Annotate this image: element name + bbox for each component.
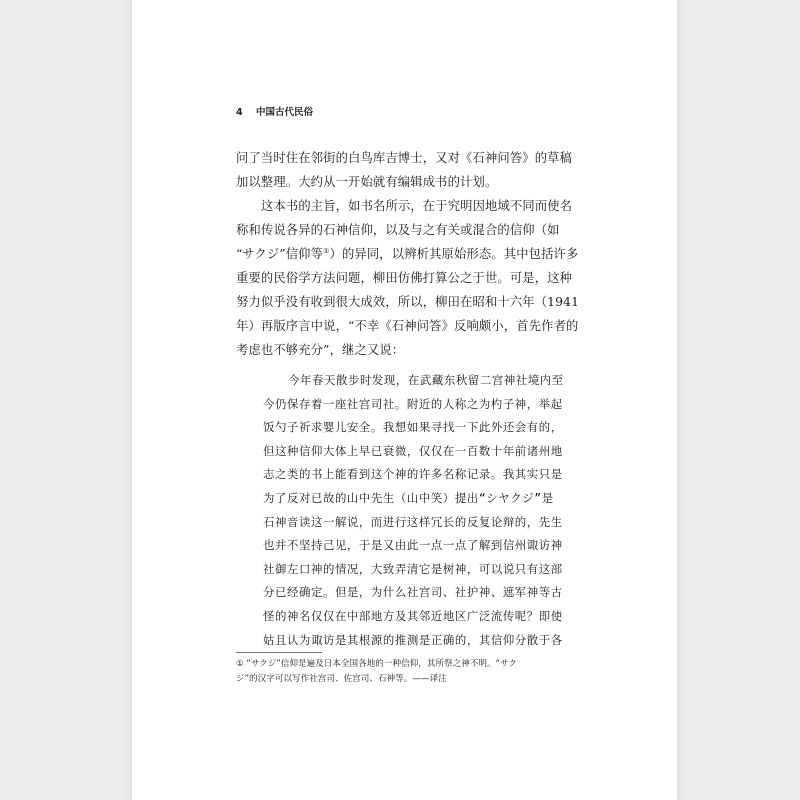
body-line (236, 242, 586, 266)
quote-line: 但这种信仰大体上早已衰微，仅仅在一百数十年前诸州地 (263, 443, 563, 458)
body-line-part: “サクジ”信仰等 (236, 247, 324, 261)
body-line: 努力似乎没有收到很大成效，所以，柳田在昭和十六年（1941 (236, 295, 580, 309)
body-line: 考虑也不够充分”，继之又说： (236, 343, 405, 357)
body-line-part: ）的异同，以辨析其原始形态。其中包括许多 (329, 247, 579, 261)
running-header (236, 104, 313, 118)
body-line: 重要的民俗学方法问题，柳田仿佛打算公之于世。可是，这种 (236, 271, 573, 285)
body-line: 称和传说各异的石神信仰，以及与之有关或混合的信仰（如 (236, 223, 560, 237)
footnote-line: ① “サクジ”信仰是遍及日本全国各地的一种信仰，其所祭之神不明。“サク (236, 659, 517, 669)
quote-line: 分已经确定。但是，为什么社宫司、社护神、遮军神等古 (263, 585, 563, 600)
footnote (236, 657, 586, 687)
page-number: 4 (236, 107, 243, 118)
body-line: 年）再版序言中说，“不幸《石神问答》反响颇小，首先作者的 (236, 319, 579, 333)
quote-line: 姑且认为诹访是其根源的推测是正确的，其信仰分散于各 (263, 632, 563, 647)
quote-line: 怪的神名仅仅在中部地方及其邻近地区广泛流传呢？即使 (263, 608, 563, 623)
body-line: 问了当时住在邻街的白鸟库吉博士，又对《石神问答》的草稿 (236, 151, 573, 165)
quote-line: 社御左口神的情况，大致弄清它是树神，可以说只有这部 (263, 561, 563, 576)
body-text (236, 146, 586, 362)
quote-line: 石神音读这一解说，而进行这样冗长的反复论辩的，先生 (263, 514, 563, 529)
body-line: 这本书的主旨，如书名所示，在于究明因地域不同而使名 (261, 199, 573, 213)
footnote-marker: ① (323, 246, 330, 255)
quote-line: 也并不坚持己见，于是又由此一点一点了解到信州诹访神 (263, 538, 563, 553)
quote-line: 今年春天散步时发现，在武藏东秋留二宫神社境内至 (288, 373, 564, 387)
book-page (132, 0, 677, 800)
quote-line: 饭勺子祈求婴儿安全。我想如果寻找一下此外还会有的， (263, 420, 563, 435)
running-title: 中国古代民俗 (255, 107, 313, 118)
footnote-divider (236, 652, 322, 653)
body-line: 加以整理。大约从一开始就有编辑成书的计划。 (236, 175, 498, 189)
quote-line: 今仍保存着一座社宫司社。附近的人称之为杓子神，举起 (263, 396, 563, 411)
footnote-line: ジ”的汉字可以写作社宫司、佐宫司、石神等。——译注 (236, 674, 447, 684)
block-quote (263, 369, 593, 652)
quote-line: 为了反对已故的山中先生（山中笑）提出“シヤクジ”是 (263, 490, 554, 505)
quote-line: 志之类的书上能看到这个神的许多名称记录。我其实只是 (263, 467, 563, 482)
